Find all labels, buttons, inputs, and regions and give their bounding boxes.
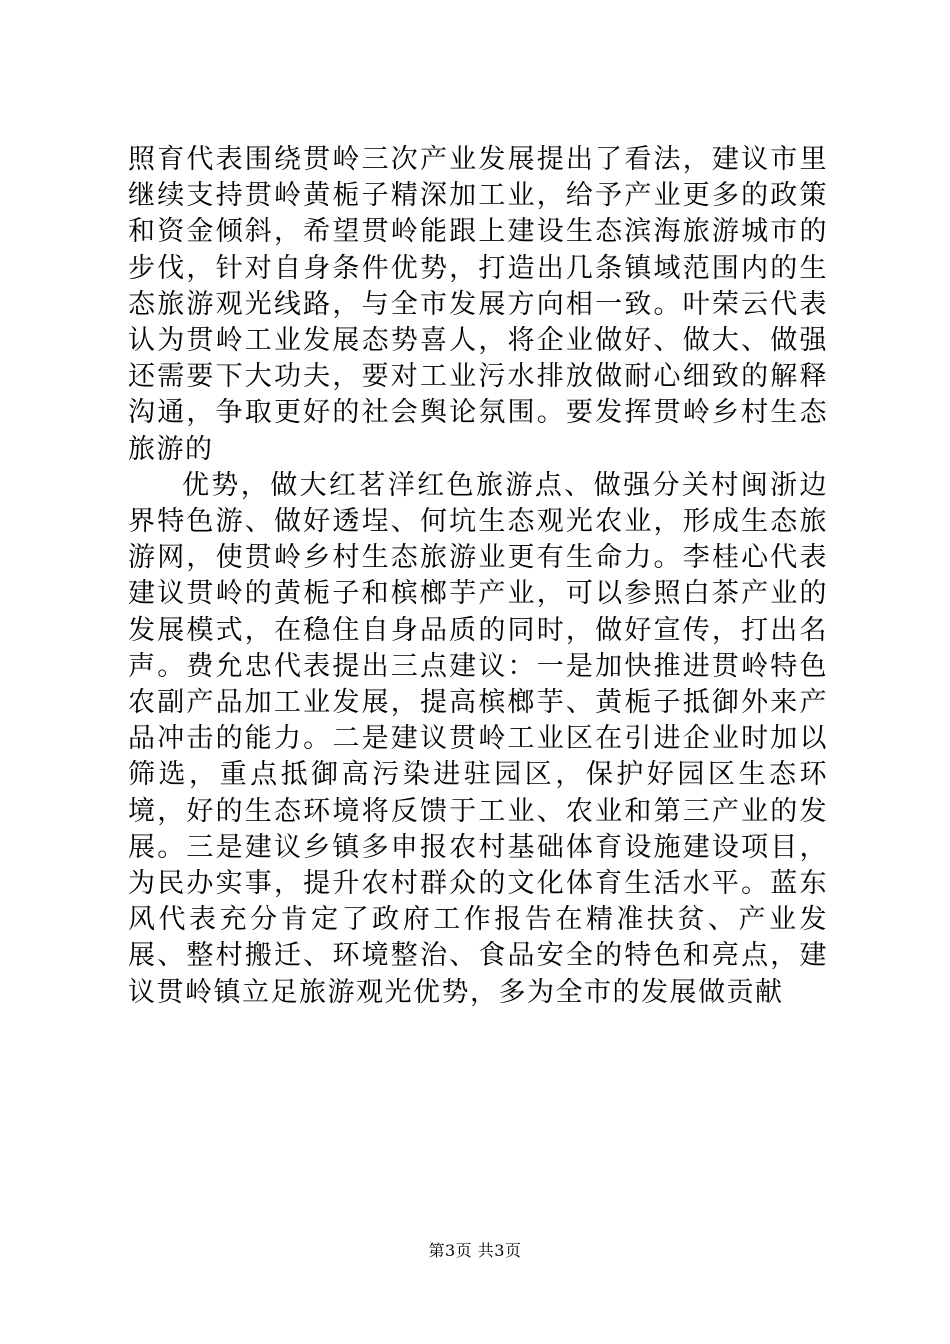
paragraph-1: 照育代表围绕贯岭三次产业发展提出了看法，建议市里继续支持贯岭黄栀子精深加工业，给予产业更多的政策和资金倾斜，希望贯岭能跟上建设生态滨海旅游城市的步伐，针对自身条件优势，打造出几条镇域范围内的生态旅游观光线路，与全市发展方向相一致。叶荣云代表认为贯岭工业发展态势喜人，将企业做好、做大、做强还需要下大功夫，要对工业污水排放做耐心细致的解释沟通，争取更好的社会舆论氛围。要发挥贯岭乡村生态旅游的 [128,144,828,465]
page-number: 第3页 [428,1241,473,1260]
document-body [128,142,828,1011]
page-total: 共3页 [477,1241,522,1260]
page-footer [0,1241,950,1261]
paragraph-2: 优势，做大红茗洋红色旅游点、做强分关村闽浙边界特色游、做好透埕、何坑生态观光农业，形成生态旅游网，使贯岭乡村生态旅游业更有生命力。李桂心代表建议贯岭的黄栀子和槟榔芋产业，可以参照白茶产业的发展模式，在稳住自身品质的同时，做好宣传，打出名声。费允忠代表提出三点建议：一是加快推进贯岭特色农副产品加工业发展，提高槟榔芋、黄栀子抵御外来产品冲击的能力。二是建议贯岭工业区在引进企业时加以筛选，重点抵御高污染进驻园区，保护好园区生态环境，好的生态环境将反馈于工业、农业和第三产业的发展。三是建议乡镇多申报农村基础体育设施建设项目，为民办实事，提升农村群众的文化体育生活水平。蓝东风代表充分肯定了政府工作报告在精准扶贫、产业发展、整村搬迁、环境整治、食品安全的特色和亮点，建议贯岭镇立足旅游观光优势，多为全市的发展做贡献 [128,469,828,1008]
